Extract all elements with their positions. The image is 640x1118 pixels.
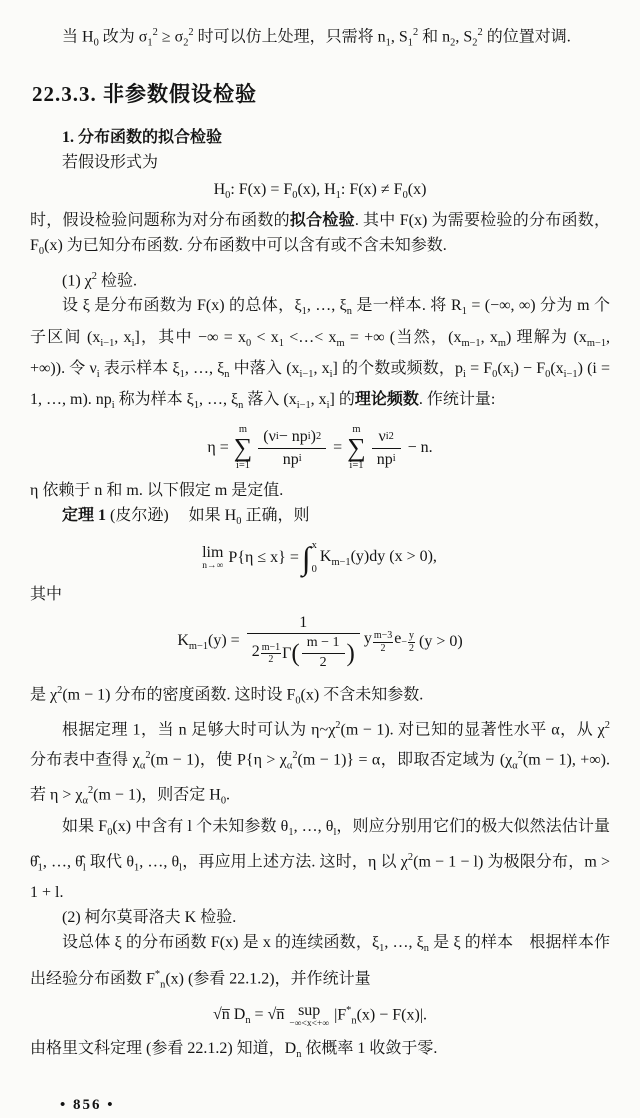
e-power <box>394 630 416 654</box>
k-denominator <box>247 634 360 672</box>
e-exponent <box>401 630 416 654</box>
gamma-symbol: Γ <box>282 644 292 662</box>
dn-lhs: √n̅ $D_n$ = √n̅ <box>212 1005 285 1026</box>
fraction-1 <box>258 427 326 468</box>
fraction-1-numerator: (ν i − np i ) 2 <box>258 427 326 448</box>
fraction-2-numerator: ν i 2 <box>372 427 401 448</box>
paragraph-goodness-of-fit: 时，假设检验问题称为对分布函数的拟合检验. 其中 F(x) 为需要检验的分布函数，$F_0(x)$ 为已知分布函数. 分布函数中可以含有或不含未知参数. <box>30 211 610 258</box>
formula-eta-statistic <box>30 424 610 472</box>
k-main-fraction <box>247 613 360 672</box>
integral-lower-limit: 0 <box>311 564 317 576</box>
sum-lower-limit: i=1 <box>235 460 251 472</box>
formula-hypotheses <box>30 181 610 202</box>
sub-heading-fit-test: 1. 分布函数的拟合检验 <box>62 128 223 146</box>
integral-upper-limit: x <box>311 540 317 552</box>
lim-word: lim <box>202 543 224 561</box>
formula-chi-square-density <box>30 613 610 672</box>
fraction-2 <box>372 427 401 468</box>
item-kolmogorov-test: (2) 柯尔莫哥洛夫 K 检验. <box>62 909 237 927</box>
summation-1 <box>234 424 253 472</box>
paragraph-setup: 设 ξ 是分布函数为 F(x) 的总体，$\xi_1$, …, $\xi_n$ 是一样本. 将 $R_1$ = (−∞, ∞) 分为 m 个子区间 ($x_{i-1}$, $x_i$]，其中 −∞ = $x_0 < x_1$ <…< $x_m$ = +∞ (当然，($x_{m-1}$, $x_m$) 理解为 ($x_{m-1}$, +∞)). 令 $\nu_i$ 表示样本 $\xi_1$, …, $\xi_n$ 中落入 ($x_{i-1}$, $x_i$] 的个数或频数，$p_i = F_0(x_i) - F_0(x_{i-1}) (i = 1$, …, m). $np_i$ 称为样本 $\xi_1$, …, $\xi_n$ 落入 ($x_{i-1}$, $x_i$] 的理论频数. 作统计量: <box>30 297 611 412</box>
sum-lower-limit: i=1 <box>349 460 364 472</box>
gamma-arg-num: m − 1 <box>302 635 345 654</box>
dn-tail: $|F^*_n(x) - F(x)|$. <box>334 1005 428 1027</box>
integrand: $K_{m-1}(y)dy$ (x > 0), <box>319 547 437 568</box>
integral-limits <box>312 540 317 576</box>
paragraph-rejection-region: 根据定理 1，当 n 足够大时可认为 $\eta\sim\chi^2(m - 1)$. 对已知的显著性水平 α，从 $\chi^2$ 分布表中查得 $\chi_\alpha^2(m - 1)$，使 $P\{\eta > \chi_\alpha^2(m - 1)\} = \alpha$，即取否定域为 ($\chi_\alpha^2(m - 1)$, +∞). 若 $\eta > \chi_\alpha^2(m - 1)$，则否定 $H_0$. <box>30 720 610 807</box>
eta-tail: − n. <box>407 438 433 456</box>
paragraph-if-hypothesis: 若假设形式为 <box>62 153 159 171</box>
y-exp-den: 2 <box>380 642 386 654</box>
e-exp-sign: − <box>401 636 407 648</box>
paragraph-glivenko: 由格里文科定理 (参看 22.1.2) 知道，$D_n$ 依概率 1 收敛于零. <box>30 1039 438 1060</box>
fraction-2-denominator: np i <box>376 450 396 468</box>
gamma-arg-den: 2 <box>319 655 327 671</box>
gamma-argument-fraction <box>302 635 345 672</box>
sup-operator <box>289 1003 329 1029</box>
y-exp-num: m−3 <box>373 630 393 642</box>
limit-operator <box>202 545 223 571</box>
power-of-two <box>252 642 282 666</box>
exp-num: m−1 <box>261 641 281 653</box>
sigma-symbol: ∑ <box>347 432 366 462</box>
sigma-symbol: ∑ <box>233 432 253 462</box>
paragraph-unknown-params: 如果 $F_0(x)$ 中含有 l 个未知参数 $\theta_1$, …, $\theta_l$，则应分别用它们的极大似然法估计量 $\thetâ_1$, …, $\thetâ_l$ 取代 $\theta_1$, …, $\theta_l$，再应用上述方法. 这时，η 以 $\chi^2(m - 1 - l)$ 为极限分布，m > 1 + l. <box>30 817 610 902</box>
formula-pearson-limit <box>30 540 610 576</box>
e-base: e <box>394 630 402 648</box>
sum-upper-limit: m <box>352 424 361 436</box>
paragraph-where: 其中 <box>30 586 63 604</box>
eta-lhs: η = <box>207 438 229 456</box>
open-paren: ( <box>291 640 300 668</box>
k-lhs: $K_{m-1}(y)$ = <box>177 631 240 653</box>
e-exp-den: 2 <box>409 642 414 654</box>
paragraph-density: 是 $\chi^2(m - 1)$ 分布的密度函数. 这时设 $F_0(x)$ 不含未知参数. <box>30 684 424 707</box>
base-two: 2 <box>251 642 260 660</box>
sup-word: sup <box>298 1002 321 1020</box>
k-numerator: 1 <box>247 613 360 634</box>
exponent-fraction <box>261 642 281 666</box>
section-heading: 22.3.3. 非参数假设检验 <box>32 81 257 106</box>
fraction-1-denominator: np i <box>282 450 302 468</box>
lim-subscript: n→∞ <box>202 560 224 571</box>
e-exponent-fraction <box>408 630 415 654</box>
eta-equals: = <box>333 438 343 456</box>
item-chi-square-test: (1) $\chi^2$ 检验. <box>62 271 137 290</box>
page-number: • 856 • <box>60 1096 115 1113</box>
k-condition: (y > 0) <box>419 633 463 651</box>
paragraph-empirical-distribution: 设总体 ξ 的分布函数 F(x) 是 x 的连续函数，$\xi_1$, …, $\xi_n$ 是 ξ 的样本 根据样本作出经验分布函数 $F^*_n(x)$ (参看 22.1.2)，并作统计量 <box>30 934 610 991</box>
exp-den: 2 <box>268 654 274 666</box>
sum-upper-limit: m <box>238 424 248 436</box>
y-base: y <box>363 630 372 648</box>
formula-kolmogorov-statistic <box>30 1003 610 1029</box>
paragraph-theorem-1: 定理 1 (皮尔逊) 如果 $H_0$ 正确，则 <box>62 506 310 528</box>
integral <box>302 540 317 576</box>
hypotheses-expression: $H_0$: $F(x) = F_0(x)$, $H_1$: $F(x) \ne F_0(x)$ <box>213 180 427 201</box>
integral-symbol: ∫ <box>301 540 311 577</box>
probability-expression: P{η ≤ x} = <box>228 548 299 566</box>
y-power <box>364 630 394 654</box>
close-paren: ) <box>346 640 355 668</box>
summation-2 <box>347 424 366 472</box>
y-exponent-fraction <box>373 630 393 654</box>
sup-subscript: −∞<x<+∞ <box>289 1019 330 1030</box>
e-exp-num: y <box>409 630 414 642</box>
paragraph-depends: η 依赖于 n 和 m. 以下假定 m 是定值. <box>30 481 284 499</box>
paragraph-intro: 当 $H_0$ 改为 $\sigma_1^2 \ge \sigma_2^2$ 时可以仿上处理，只需将 $n_1$, $S_1^2$ 和 $n_2$, $S_2^2$ 的位置对调. <box>62 27 571 49</box>
